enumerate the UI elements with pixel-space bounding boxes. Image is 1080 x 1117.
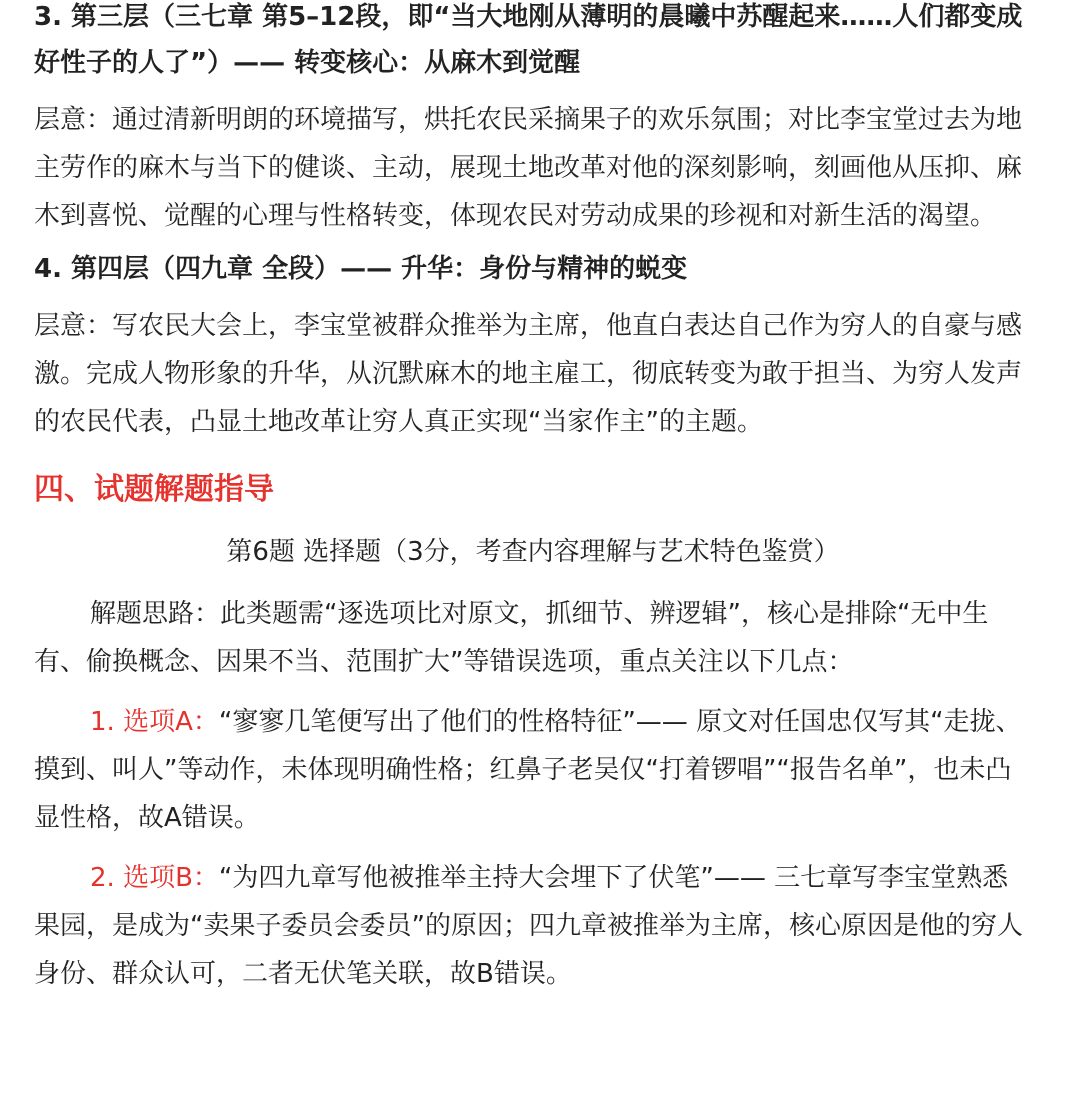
layer4-heading: 4. 第四层（四九章 全段）—— 升华：身份与精神的蜕变 — [34, 254, 688, 284]
intro-text: 此类题需“逐选项比对原文，抓细节、辨逻辑”，核心是排除“无中生有、偷换概念、因果不当、范围扩大”等错误选项，重点关注以下几点： — [34, 599, 989, 677]
layer3-paragraph — [34, 96, 1032, 240]
question-title: 第6题 选择题（3分，考查内容理解与艺术特色鉴赏） — [226, 537, 840, 567]
option-a-label: 1. 选项A： — [90, 707, 219, 737]
option-b-text: “为四九章写他被推举主持大会埋下了伏笔”—— 三七章写李宝堂熟悉果园，是成为“卖果子委员会委员”的原因；四九章被推举为主席，核心原因是他的穷人身份、群众认可，二者无伏笔关联，故B错误。 — [34, 863, 1023, 989]
layer4-paragraph — [34, 302, 1032, 446]
option-b — [34, 854, 1032, 998]
layer4-label: 层意： — [34, 311, 113, 341]
option-a — [34, 698, 1032, 842]
question-intro — [34, 590, 1032, 686]
layer3-label: 层意： — [34, 105, 113, 135]
section-title: 四、试题解题指导 — [34, 472, 274, 507]
option-a-text: “寥寥几笔便写出了他们的性格特征”—— 原文对任国忠仅写其“走拢、摸到、叫人”等动作，未体现明确性格；红鼻子老吴仅“打着锣唱”“报告名单”，也未凸显性格，故A错误。 — [34, 707, 1022, 833]
layer3-text: 通过清新明朗的环境描写，烘托农民采摘果子的欢乐氛围；对比李宝堂过去为地主劳作的麻木与当下的健谈、主动，展现土地改革对他的深刻影响，刻画他从压抑、麻木到喜悦、觉醒的心理与性格转变，体现农民对劳动成果的珍视和对新生活的渴望。 — [34, 105, 1023, 231]
intro-label: 解题思路： — [90, 599, 221, 629]
layer4-text: 写农民大会上，李宝堂被群众推举为主席，他直白表达自己作为穷人的自豪与感激。完成人物形象的升华，从沉默麻木的地主雇工，彻底转变为敢于担当、为穷人发声的农民代表，凸显土地改革让穷人真正实现“当家作主”的主题。 — [34, 311, 1023, 437]
option-b-label: 2. 选项B： — [90, 863, 219, 893]
layer3-heading: 3. 第三层（三七章 第5–12段，即“当大地刚从薄明的晨曦中苏醒起来……人们都变成好性子的人了”）—— 转变核心：从麻木到觉醒 — [34, 2, 1023, 78]
